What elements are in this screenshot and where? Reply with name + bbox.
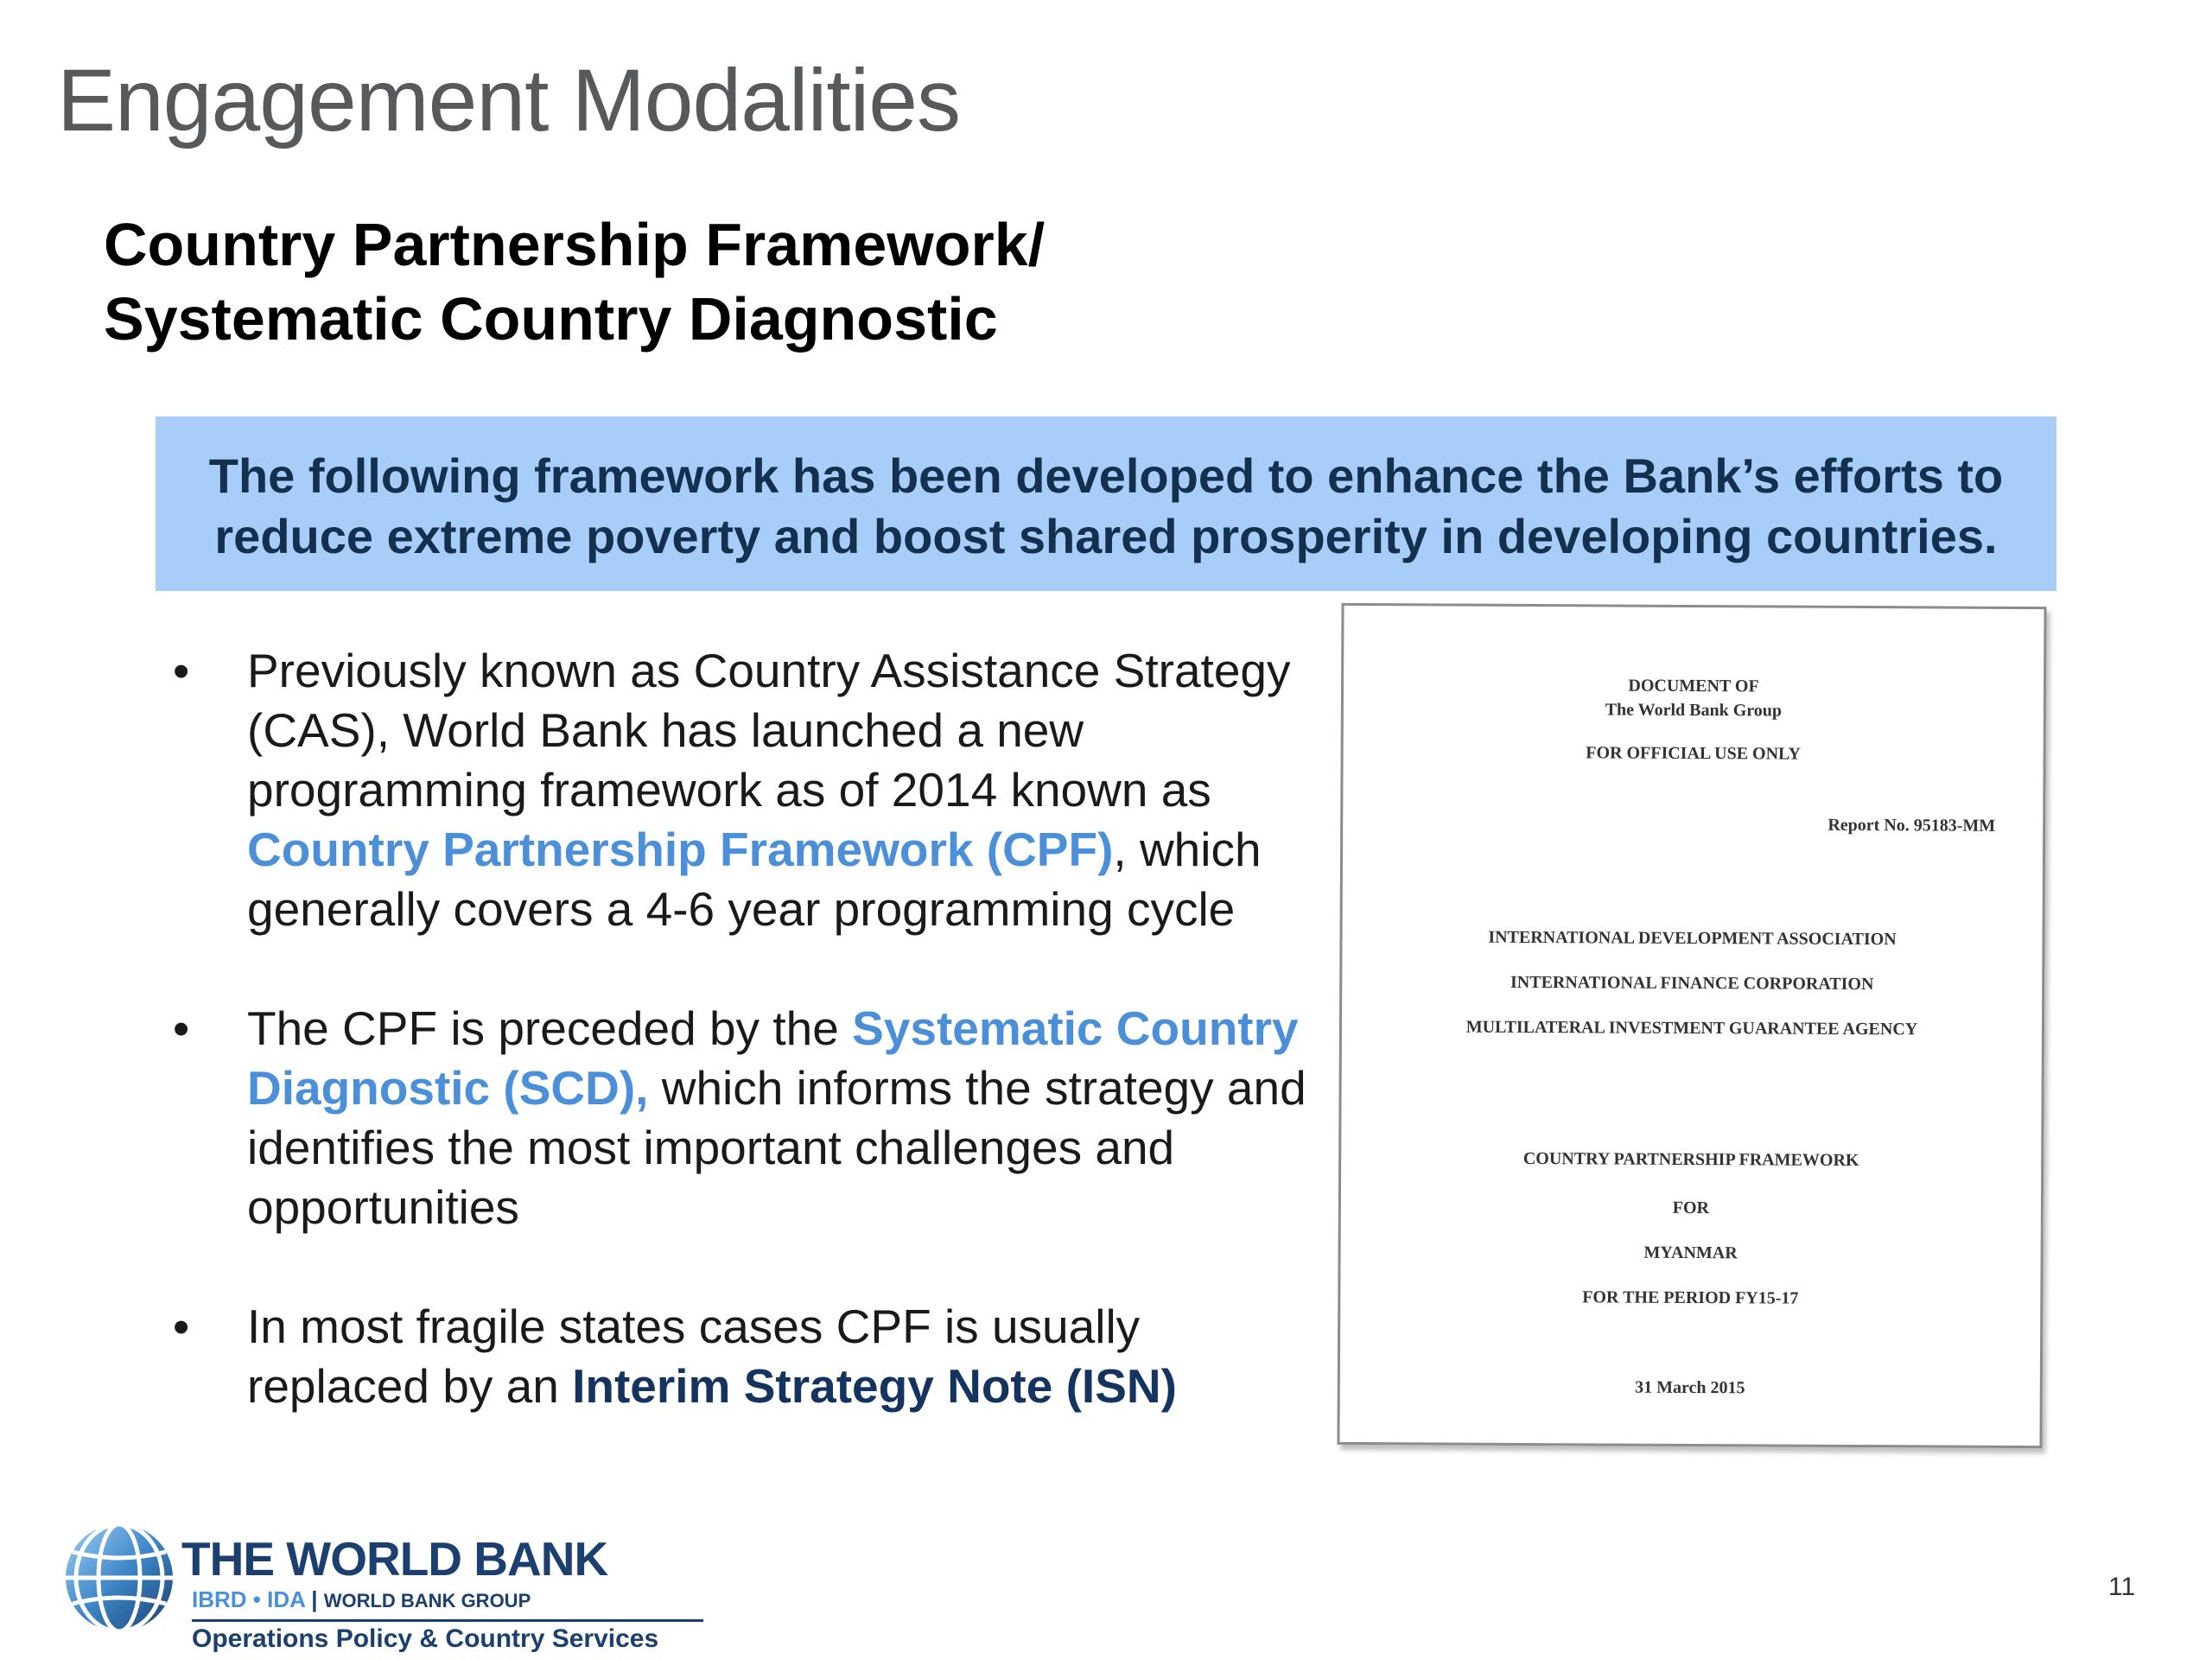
slide-subtitle: [104, 207, 1045, 356]
logo-dot: •: [252, 1586, 261, 1612]
world-bank-logo: [60, 1514, 665, 1659]
bullet-text: The CPF is preceded by the: [247, 1001, 853, 1055]
bullet-highlight-cpf: Country Partnership Framework (CPF): [247, 823, 1114, 876]
logo-ida: IDA: [267, 1586, 305, 1612]
bullet-text-tail: , which generally covers a 4-6 year programming cycle: [247, 823, 1262, 936]
logo-pipe: |: [311, 1586, 318, 1612]
banner-line-1: The following framework has been developed to enhance the Bank’s efforts to: [208, 448, 2004, 503]
doc-period: FOR THE PERIOD FY15-17: [1582, 1287, 1799, 1308]
doc-date: 31 March 2015: [1635, 1377, 1745, 1398]
bullet-marker: •: [173, 644, 190, 697]
bullet-scd: [173, 999, 1313, 1237]
bullet-text: Previously known as Country Assistance Strategy (CAS), World Bank has launched a new programming framework as of 2014 known as: [247, 644, 1291, 817]
bullet-highlight-scd: Systematic Country Diagnostic (SCD),: [247, 1001, 1299, 1115]
doc-report-number: Report No. 95183-MM: [1827, 815, 1996, 836]
subtitle-line-2: Systematic Country Diagnostic: [104, 285, 998, 353]
bullet-cpf: [173, 641, 1313, 939]
doc-for: FOR: [1672, 1198, 1710, 1218]
logo-group: WORLD BANK GROUP: [323, 1590, 531, 1611]
logo-name: THE WORLD BANK: [181, 1532, 608, 1586]
doc-heading: COUNTRY PARTNERSHIP FRAMEWORK: [1522, 1148, 1859, 1171]
doc-org-ifc: INTERNATIONAL FINANCE CORPORATION: [1510, 972, 1874, 995]
doc-official-use: FOR OFFICIAL USE ONLY: [1586, 743, 1802, 764]
bullet-text: In most fragile states cases CPF is usually replaced by an: [247, 1300, 1141, 1413]
logo-divider: [192, 1619, 703, 1622]
bullet-marker: •: [173, 1300, 190, 1353]
doc-document-of: DOCUMENT OF: [1628, 676, 1759, 696]
doc-org-ida: INTERNATIONAL DEVELOPMENT ASSOCIATION: [1488, 927, 1897, 950]
doc-country: MYANMAR: [1643, 1243, 1738, 1263]
page-number: 11: [2108, 1573, 2136, 1601]
bullet-list: [173, 641, 1313, 1416]
slide-title: Engagement Modalities: [57, 51, 960, 149]
logo-unit: Operations Policy & Country Services: [192, 1624, 659, 1653]
bullet-text-tail: which informs the strategy and identifies the most important challenges and opportunities: [247, 1061, 1306, 1234]
bullet-marker: •: [173, 1001, 190, 1055]
globe-icon: [60, 1519, 178, 1637]
banner-line-2: reduce extreme poverty and boost shared prosperity in developing countries.: [214, 509, 1998, 563]
bullet-highlight-isn: Interim Strategy Note (ISN): [572, 1359, 1177, 1413]
subtitle-line-1: Country Partnership Framework/: [104, 211, 1046, 278]
doc-org-miga: MULTILATERAL INVESTMENT GUARANTEE AGENCY: [1465, 1017, 1918, 1039]
bullet-isn: [173, 1297, 1313, 1416]
intro-banner: [156, 416, 2056, 591]
logo-ibrd: IBRD: [192, 1586, 247, 1612]
cpf-document-cover-image: [1337, 603, 2046, 1448]
logo-subline: [192, 1586, 531, 1613]
doc-world-bank-group: The World Bank Group: [1605, 700, 1783, 721]
